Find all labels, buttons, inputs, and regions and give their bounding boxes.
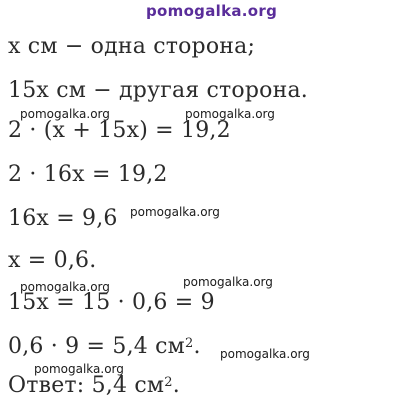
solution-line-5: 16x = 9,6 (8, 206, 118, 231)
solution-line-8-text: 0,6 · 9 = 5,4 см (8, 334, 185, 359)
solution-line-8-end: . (193, 334, 201, 359)
solution-line-2: 15x см − другая сторона. (8, 78, 308, 103)
header-watermark: pomogalka.org (146, 2, 278, 20)
solution-line-4: 2 · 16x = 19,2 (8, 162, 168, 187)
superscript-2: 2 (185, 336, 194, 351)
watermark-6: pomogalka.org (220, 347, 310, 361)
solution-line-1: x см − одна сторона; (8, 34, 256, 59)
solution-line-7: 15x = 15 · 0,6 = 9 (8, 290, 215, 315)
watermark-7: pomogalka.org (34, 362, 124, 376)
solution-line-3: 2 · (x + 15x) = 19,2 (8, 118, 231, 143)
answer-text: Ответ: 5,4 см (8, 373, 165, 398)
watermark-5: pomogalka.org (183, 275, 273, 289)
watermark-4: pomogalka.org (20, 280, 110, 294)
watermark-2: pomogalka.org (185, 107, 275, 121)
solution-line-8 (8, 334, 201, 360)
answer-superscript-2: 2 (164, 375, 173, 390)
answer-end: . (172, 373, 180, 398)
solution-line-6: x = 0,6. (8, 248, 97, 273)
watermark-1: pomogalka.org (20, 107, 110, 121)
watermark-3: pomogalka.org (130, 205, 220, 219)
answer-line (8, 373, 180, 399)
